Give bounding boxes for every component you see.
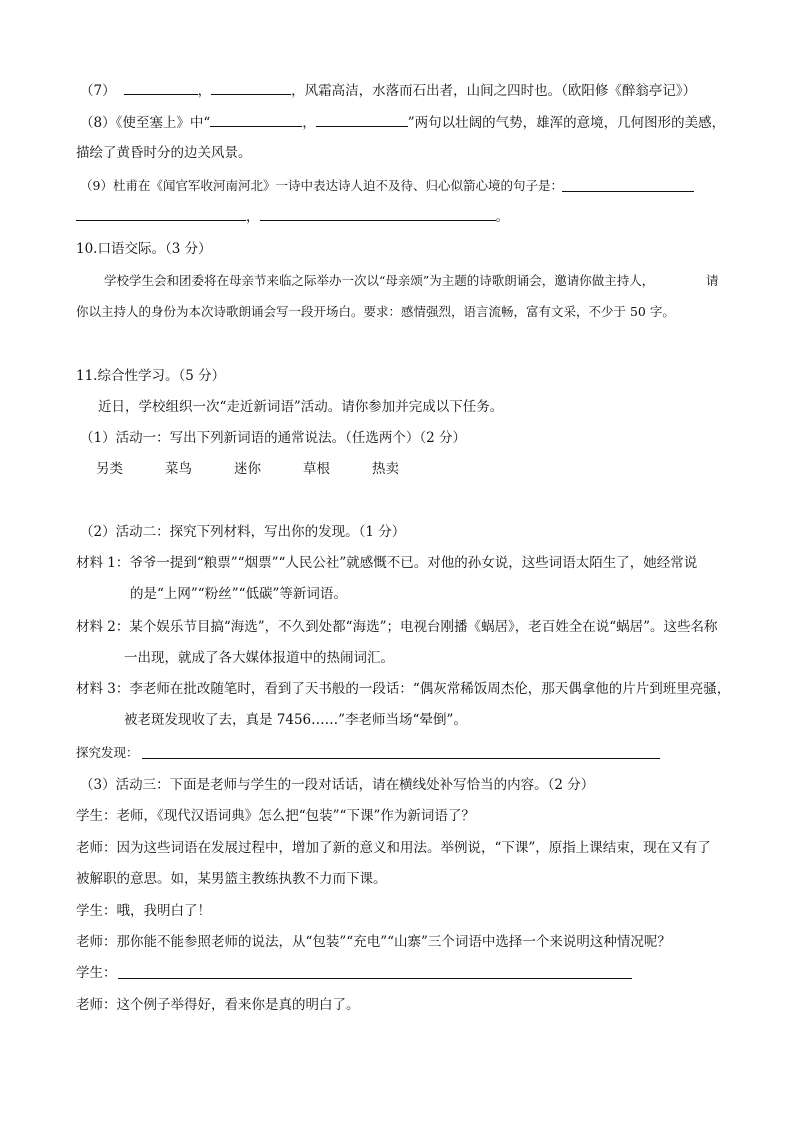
question-9-line1: （9）杜甫在《闻官军收河南河北》一诗中表达诗人迫不及待、归心似箭心境的句子是： bbox=[80, 178, 563, 193]
material-1-line1: 材料 1：爷爷一提到“粮票”“烟票”“人民公社”就感慨不已。对他的孙女说，这些词语太陌生了，她经常说 bbox=[76, 555, 698, 571]
word-item: 另类 bbox=[96, 461, 123, 477]
question-7-text: ，风霜高洁，水落而石出者，山间之四时也。（欧阳修《醉翁亭记》） bbox=[291, 83, 697, 99]
answer-blank[interactable] bbox=[211, 81, 291, 95]
material-2-line2: 一出现，就成了各大媒体报道中的热闹词汇。 bbox=[124, 650, 394, 666]
dialogue-student-1: 学生：老师，《现代汉语词典》怎么把“包装”“下课”作为新词语了？ bbox=[76, 808, 475, 824]
material-1-line2: 的是“上网”“粉丝”“低碳”等新词语。 bbox=[130, 586, 347, 602]
finding-label: 探究发现： bbox=[76, 745, 139, 760]
question-7: （7） ， ，风霜高洁，水落而石出者，山间之四时也。（欧阳修《醉翁亭记》） bbox=[80, 83, 697, 99]
question-10-para-line1-end: 请 bbox=[706, 273, 719, 288]
word-item: 迷你 bbox=[234, 461, 261, 477]
answer-blank[interactable] bbox=[260, 207, 496, 221]
answer-blank[interactable] bbox=[210, 113, 302, 127]
word-item: 热卖 bbox=[372, 461, 399, 477]
dialogue-teacher-2: 老师：那你能不能参照老师的说法，从“包装”“充电”“山寨”三个词语中选择一个来说明这种情况呢？ bbox=[76, 934, 671, 950]
dialogue-teacher-3: 老师：这个例子举得好，看来你是真的明白了。 bbox=[76, 997, 360, 1013]
material-3-line1: 材料 3：李老师在批改随笔时，看到了天书般的一段话：“偶灰常稀饭周杰伦，那天偶拿他的片片到班里亮骚， bbox=[76, 681, 731, 697]
material-3-line2: 被老斑发现收了去，真是 7456……”李老师当场“晕倒”。 bbox=[124, 712, 467, 728]
activity-3-title: （3）活动三：下面是老师与学生的一段对话话，请在横线处补写恰当的内容。（2 分） bbox=[80, 777, 595, 793]
finding-answer-blank[interactable] bbox=[142, 745, 660, 759]
word-item: 草根 bbox=[303, 461, 330, 477]
question-10-title: 10.口语交际。（3 分） bbox=[76, 241, 212, 257]
question-8-line2: 描绘了黄昏时分的边关风景。 bbox=[76, 145, 252, 161]
dialogue-student-2: 学生：哦，我明白了！ bbox=[76, 903, 211, 919]
question-11-intro: 近日，学校组织一次“走近新词语”活动。请你参加并完成以下任务。 bbox=[98, 399, 504, 415]
material-2-line1: 材料 2：某个娱乐节目搞“海选”，不久到处都“海选”；电视台刚播《蜗居》，老百姓全在说“蜗居”。这些名称 bbox=[76, 619, 718, 635]
word-item: 菜鸟 bbox=[165, 461, 192, 477]
question-8-line1: （8）《使至塞上》中“ ， ”两句以壮阔的气势，雄浑的意境，几何图形的美感， bbox=[80, 115, 726, 131]
dialogue-answer-blank[interactable] bbox=[118, 965, 632, 979]
dialogue-teacher-1-line1: 老师：因为这些词语在发展过程中，增加了新的意义和用法。举例说，“下课”，原指上课结束，现在又有了 bbox=[76, 840, 711, 856]
question-11-title: 11.综合性学习。（5 分） bbox=[76, 368, 226, 384]
activity-2-title: （2）活动二：探究下列材料，写出你的发现。（1 分） bbox=[80, 524, 406, 540]
answer-blank[interactable] bbox=[316, 113, 408, 127]
activity-1-title: （1）活动一：写出下列新词语的通常说法。（任选两个）（2 分） bbox=[80, 430, 466, 446]
question-10-para-line1: 学校学生会和团委将在母亲节来临之际举办一次以“母亲颂”为主题的诗歌朗诵会，邀请你做主持人， bbox=[104, 273, 655, 288]
word-list bbox=[96, 460, 399, 478]
answer-blank[interactable] bbox=[124, 81, 198, 95]
answer-blank[interactable] bbox=[76, 207, 246, 221]
question-7-number: （7） bbox=[80, 83, 116, 99]
question-9-line2: ， 。 bbox=[76, 207, 509, 226]
answer-blank[interactable] bbox=[562, 178, 694, 192]
dialogue-teacher-1-line2: 被解职的意思。如，某男篮主教练执教不力而下课。 bbox=[76, 871, 387, 887]
question-10-para-line2: 你以主持人的身份为本次诗歌朗诵会写一段开场白。要求：感情强烈，语言流畅，富有文采，不少于 50 字。 bbox=[76, 304, 675, 319]
dialogue-student-answer-label: 学生： bbox=[76, 965, 117, 981]
